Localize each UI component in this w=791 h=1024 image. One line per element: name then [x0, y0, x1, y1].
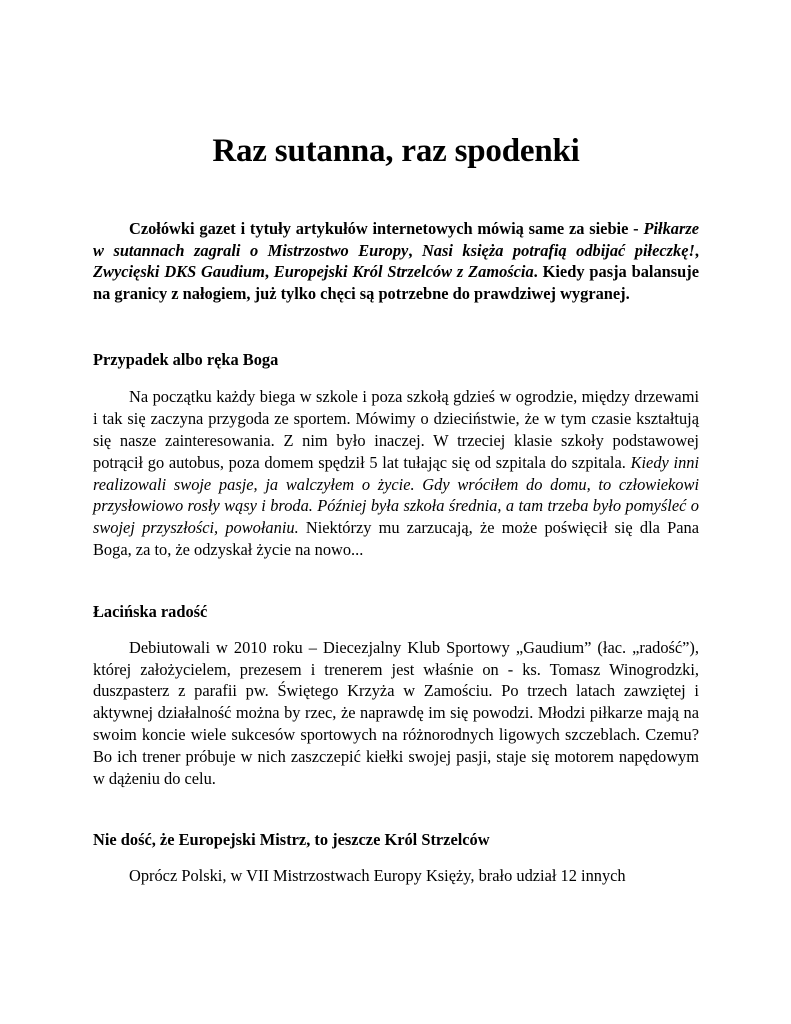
- section-heading-1: Przypadek albo ręka Boga: [93, 350, 279, 370]
- lead-separator-1: ,: [408, 240, 422, 260]
- section-1-text-1: Na początku każdy biega w szkole i poza szkołą gdzieś w ogrodzie, między drzewami i tak się zaczyna przygoda ze sportem. Mówimy o dzieciństwie, że w tym czasie kształtują się nasze zainteresowania. Z nim było inaczej. W trzeciej klasie szkoły podstawowej potrącił go autobus, poza domem spędził 5 lat tułając się od szpitala do szpitala.: [93, 387, 699, 472]
- lead-text-1: Czołówki gazet i tytuły artykułów internetowych mówią same za siebie -: [129, 219, 644, 238]
- section-heading-3: Nie dość, że Europejski Mistrz, to jeszcze Król Strzelców: [93, 830, 490, 850]
- section-2-paragraph: Debiutowali w 2010 roku – Diecezjalny Klub Sportowy „Gaudium” (łac. „radość”), której założycielem, prezesem i trenerem jest właśnie on - ks. Tomasz Winogrodzki, duszpasterz z parafii pw. Świętego Krzyża w Zamościu. Po trzech latach zawziętej i aktywnej działalność można by rzec, że naprawdę im się powodzi. Młodzi piłkarze mają na swoim koncie wiele sukcesów sportowych na różnorodnych ligowych szczeblach. Czemu? Bo ich trener próbuje w nich zaszczepić kiełki swojej pasji, staje się motorem napędowym w dążeniu do celu.: [93, 637, 699, 788]
- lead-headline-1: Piłkarze w sutannach zagrali o Mistrzostwo Europy: [93, 219, 699, 260]
- lead-headline-2: Nasi księża potrafią odbijać piłeczkę!: [421, 240, 695, 260]
- section-heading-2: Łacińska radość: [93, 601, 208, 621]
- document-page: [93, 128, 699, 887]
- article-title: Raz sutanna, raz spodenki: [212, 133, 580, 169]
- lead-separator-2: ,: [694, 240, 699, 260]
- section-3-paragraph: Oprócz Polski, w VII Mistrzostwach Europy Księży, brało udział 12 innych: [129, 866, 626, 886]
- lead-text-2: . Kiedy pasja balansuje na granicy z nałogiem, już tylko chęci są potrzebne do prawdziwej wygranej.: [93, 262, 699, 303]
- lead-separator-3: ,: [264, 262, 274, 282]
- lead-headline-3: Zwycięski DKS Gaudium: [93, 262, 265, 282]
- lead-headline-4: Europejski Król Strzelców z Zamościa: [273, 262, 534, 282]
- section-1-paragraph: [93, 386, 699, 560]
- section-1-quote: Kiedy inni realizowali swoje pasje, ja walczyłem o życie. Gdy wróciłem do domu, to człowiekowi przysłowiowo rosły wąsy i broda. Później była szkoła średnia, a tam trzeba było pomyśleć o swojej przyszłości, powołaniu.: [93, 452, 700, 538]
- lead-paragraph: [93, 218, 699, 304]
- section-1-text-2: Niektórzy mu zarzucają, że może poświęcił się dla Pana Boga, za to, że odzyskał życie na nowo...: [93, 518, 699, 559]
